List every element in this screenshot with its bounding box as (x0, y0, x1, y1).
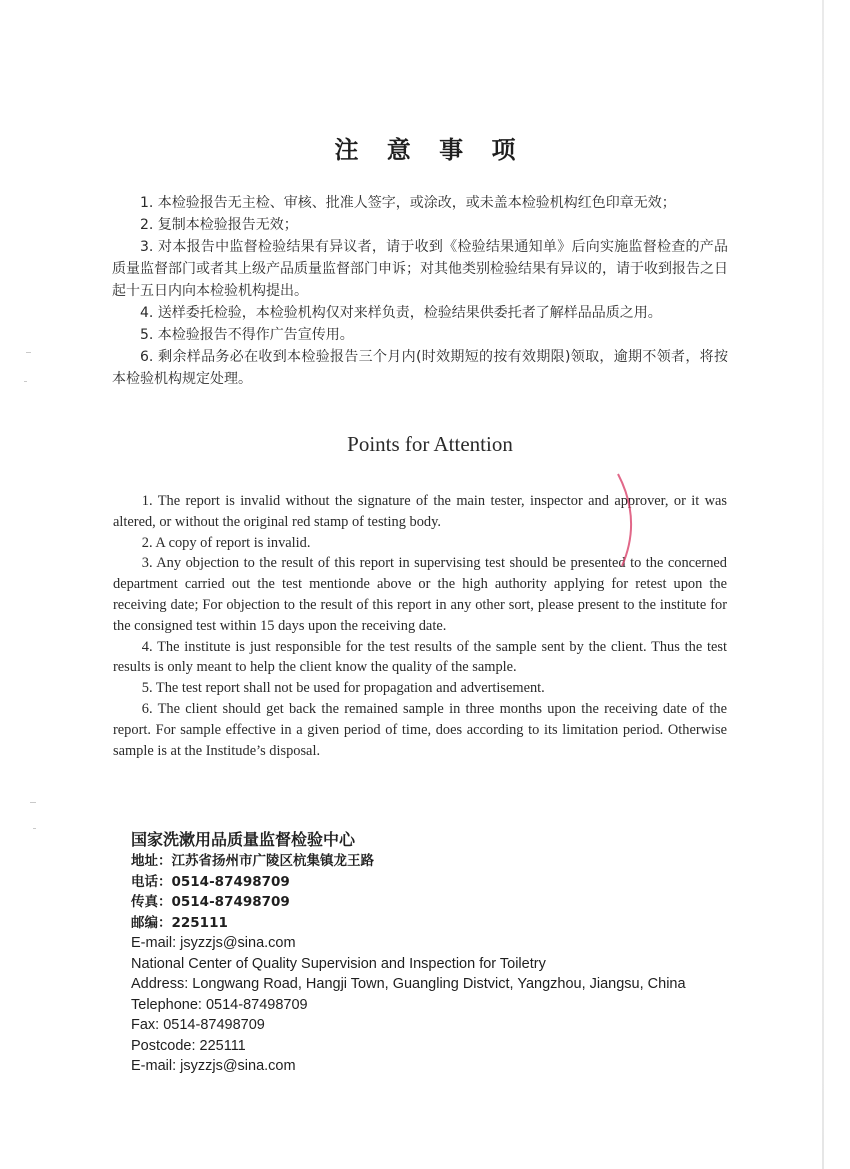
notice-cn-item: 4. 送样委托检验，本检验机构仅对来样负责，检验结果供委托者了解样品品质之用。 (140, 305, 662, 321)
notice-cn-title: 注 意 事 项 (334, 136, 526, 164)
notice-cn-list (112, 192, 728, 390)
email-cn: E-mail: jsyzzjs@sina.com (131, 935, 296, 951)
scan-edge-line (822, 0, 824, 1169)
contact-block (131, 829, 751, 1077)
notice-en-item: 1. The report is invalid without the signature of the main tester, inspector and approver, or it was altered, or without the original red stamp of testing body. (113, 493, 727, 530)
org-name-en: National Center of Quality Supervision and Inspection for Toiletry (131, 955, 546, 972)
phone-cn: 电话：0514-87498709 (131, 873, 290, 890)
notice-en-item: 2. A copy of report is invalid. (141, 534, 311, 551)
fax-cn: 传真：0514-87498709 (131, 894, 290, 910)
phone-en: Telephone: 0514-87498709 (131, 996, 308, 1013)
address-cn: 地址：江苏省扬州市广陵区杭集镇龙王路 (131, 853, 374, 869)
notice-en-item: 6. The client should get back the remained sample in three months upon the receiving date of the report. For sample effective in a given period of time, does according to its limitation period. Otherwise sample is at the Institude’s disposal. (113, 700, 727, 759)
email-en: E-mail: jsyzzjs@sina.com (131, 1058, 296, 1074)
org-name-cn: 国家洗漱用品质量监督检验中心 (131, 830, 356, 849)
postcode-cn: 邮编：225111 (131, 914, 228, 931)
scan-speck (30, 802, 36, 803)
red-stamp-arc (612, 470, 652, 570)
scan-speck (26, 352, 31, 353)
notice-en-item: 5. The test report shall not be used for propagation and advertisement. (141, 680, 545, 697)
notice-cn-item: 2. 复制本检验报告无效； (140, 217, 298, 233)
notice-en-title: Points for Attention (347, 432, 513, 456)
address-en: Address: Longwang Road, Hangji Town, Guangling Distvict, Yangzhou, Jiangsu, China (131, 976, 686, 992)
notice-cn-item: 5. 本检验报告不得作广告宣传用。 (140, 327, 354, 343)
notice-en-item: 4. The institute is just responsible for the test results of the sample sent by the client. Thus the test results is only meant to help the client know the quality of the sample. (113, 638, 727, 676)
scan-speck (24, 381, 27, 382)
postcode-en: Postcode: 225111 (131, 1037, 246, 1054)
scan-speck (33, 828, 36, 829)
notice-cn-item: 1. 本检验报告无主检、审核、批准人签字，或涂改，或未盖本检验机构红色印章无效； (140, 195, 676, 211)
notice-cn-item: 6. 剩余样品务必在收到本检验报告三个月内(时效期短的按有效期限)领取，逾期不领者，将按本检验机构规定处理。 (112, 349, 728, 387)
fax-en: Fax: 0514-87498709 (131, 1017, 265, 1033)
notice-cn-item: 3. 对本报告中监督检验结果有异议者，请于收到《检验结果通知单》后向实施监督检查的产品质量监督部门或者其上级产品质量监督部门申诉；对其他类别检验结果有异议的，请于收到报告之日起十五日内向本检验机构提出。 (112, 239, 728, 299)
notice-en-item: 3. Any objection to the result of this report in supervising test should be presented to the concerned department carried out the test mentionde above or the high authority applying for retest upon the receiving date; For objection to the result of this report in any other sort, please present to the institute for the consigned test within 15 days upon the receiving date. (113, 555, 727, 634)
